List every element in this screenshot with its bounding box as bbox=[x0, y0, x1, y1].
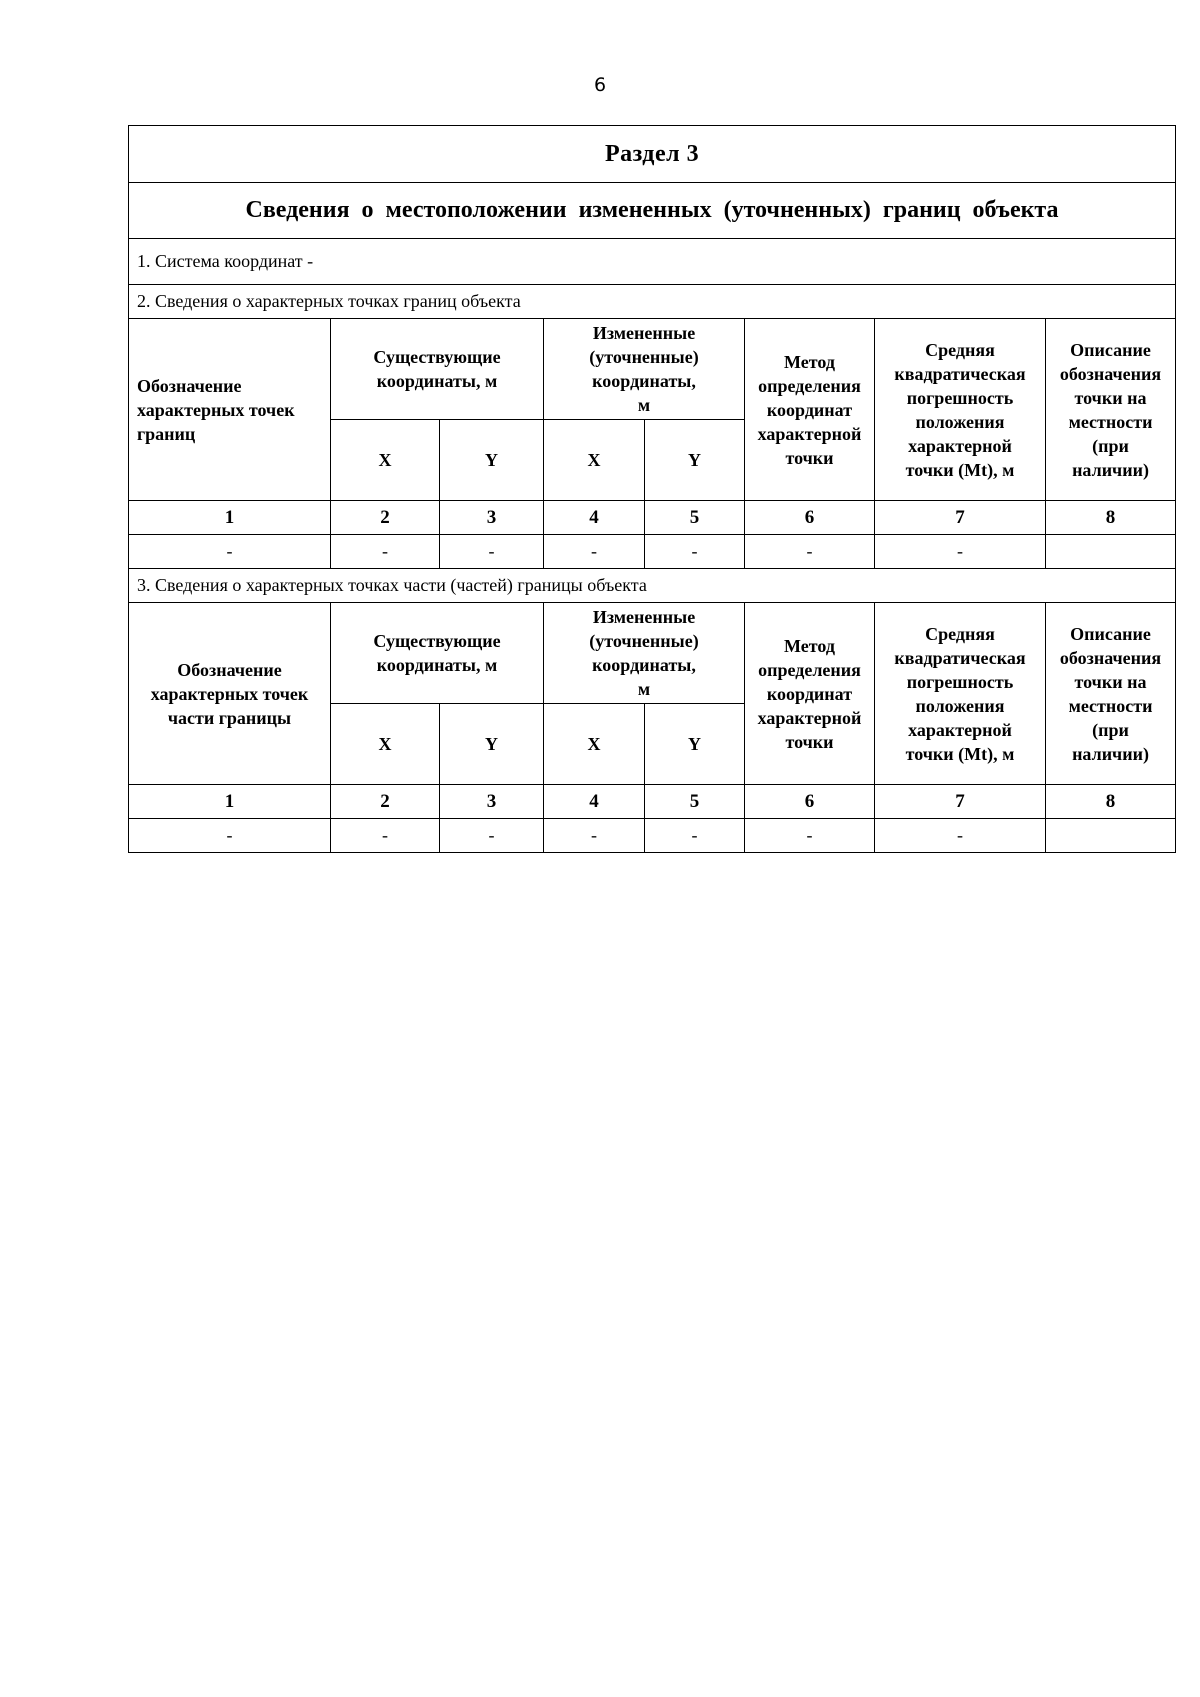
table1-colnum: 1 bbox=[129, 501, 331, 535]
table-row bbox=[129, 819, 1176, 853]
table1-colnum: 2 bbox=[331, 501, 440, 535]
table1-colnum: 5 bbox=[645, 501, 745, 535]
table1-colnum: 4 bbox=[544, 501, 645, 535]
table1-method-header: Метод определения координат характерной точки bbox=[745, 319, 875, 501]
table2-description-header: Описание обозначения точки на местности (при наличии) bbox=[1046, 603, 1176, 785]
table1-cell: - bbox=[875, 535, 1046, 569]
table1-caption: 2. Сведения о характерных точках границ объекта bbox=[129, 285, 1176, 319]
coordinate-system: 1. Система координат - bbox=[129, 239, 1176, 285]
table2-colnum: 6 bbox=[745, 785, 875, 819]
table2-cell: - bbox=[331, 819, 440, 853]
table2-cell: - bbox=[129, 819, 331, 853]
table1-accuracy-header: Средняя квадратическая погрешность положения характерной точки (Mt), м bbox=[875, 319, 1046, 501]
table2-existing-header: Существующие координаты, м bbox=[331, 603, 544, 704]
table1-x-changed: X bbox=[544, 420, 645, 501]
table2-column-numbers bbox=[129, 785, 1176, 819]
table1-cell: - bbox=[440, 535, 544, 569]
table1-x-existing: X bbox=[331, 420, 440, 501]
page-number: 6 bbox=[593, 74, 607, 96]
table2-cell: - bbox=[440, 819, 544, 853]
table2-cell: - bbox=[544, 819, 645, 853]
table2-y-existing: Y bbox=[440, 704, 544, 785]
table2-x-existing: X bbox=[331, 704, 440, 785]
table2-cell: - bbox=[875, 819, 1046, 853]
table1-y-changed: Y bbox=[645, 420, 745, 501]
table2-colnum: 3 bbox=[440, 785, 544, 819]
table2-colnum: 5 bbox=[645, 785, 745, 819]
table1-description-header: Описание обозначения точки на местности (при наличии) bbox=[1046, 319, 1176, 501]
table1-colnum: 7 bbox=[875, 501, 1046, 535]
table1-column-numbers bbox=[129, 501, 1176, 535]
section-title: Раздел 3 bbox=[129, 126, 1176, 183]
table2-accuracy-header: Средняя квадратическая погрешность положения характерной точки (Mt), м bbox=[875, 603, 1046, 785]
section-subtitle: Сведения о местоположении измененных (уточненных) границ объекта bbox=[129, 183, 1176, 239]
table1-cell: - bbox=[129, 535, 331, 569]
table1-cell: - bbox=[745, 535, 875, 569]
table1-existing-header: Существующие координаты, м bbox=[331, 319, 544, 420]
section-table bbox=[128, 125, 1176, 853]
table1-colnum: 3 bbox=[440, 501, 544, 535]
table2-colnum: 1 bbox=[129, 785, 331, 819]
table1-colnum: 8 bbox=[1046, 501, 1176, 535]
table2-col1-header: Обозначение характерных точек части границы bbox=[129, 603, 331, 785]
table2-x-changed: X bbox=[544, 704, 645, 785]
table2-y-changed: Y bbox=[645, 704, 745, 785]
table1-changed-header: Измененные (уточненные) координаты, м bbox=[544, 319, 745, 420]
table2-changed-header: Измененные (уточненные) координаты, м bbox=[544, 603, 745, 704]
table2-method-header: Метод определения координат характерной точки bbox=[745, 603, 875, 785]
table2-colnum: 2 bbox=[331, 785, 440, 819]
table1-cell bbox=[1046, 535, 1176, 569]
table2-cell bbox=[1046, 819, 1176, 853]
table2-cell: - bbox=[745, 819, 875, 853]
table-row bbox=[129, 535, 1176, 569]
table2-colnum: 8 bbox=[1046, 785, 1176, 819]
table2-colnum: 4 bbox=[544, 785, 645, 819]
table1-col1-header: Обозначение характерных точек границ bbox=[129, 319, 331, 501]
table2-cell: - bbox=[645, 819, 745, 853]
table1-colnum: 6 bbox=[745, 501, 875, 535]
table1-cell: - bbox=[645, 535, 745, 569]
table1-cell: - bbox=[331, 535, 440, 569]
table2-colnum: 7 bbox=[875, 785, 1046, 819]
table2-caption: 3. Сведения о характерных точках части (частей) границы объекта bbox=[129, 569, 1176, 603]
table1-y-existing: Y bbox=[440, 420, 544, 501]
table1-cell: - bbox=[544, 535, 645, 569]
